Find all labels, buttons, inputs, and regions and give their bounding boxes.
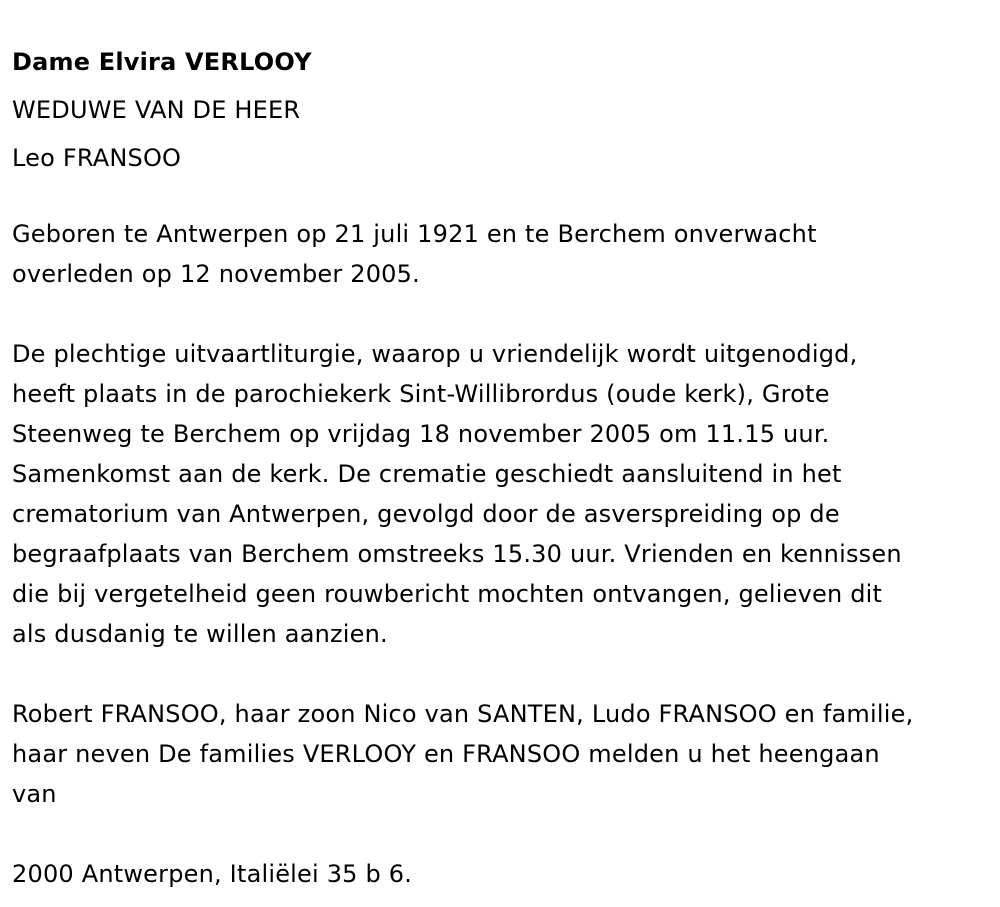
ceremony-paragraph — [12, 334, 988, 654]
address-line: 2000 Antwerpen, Italiëlei 35 b 6. — [12, 860, 413, 888]
paragraph-line: Robert FRANSOO, haar zoon Nico van SANTEN, Ludo FRANSOO en familie, — [12, 700, 914, 728]
paragraph-line: als dusdanig te willen aanzien. — [12, 620, 388, 648]
deceased-name: Dame Elvira VERLOOY — [12, 48, 312, 76]
paragraph-line: heeft plaats in de parochiekerk Sint-Willibrordus (oude kerk), Grote — [12, 380, 830, 408]
birth-death-paragraph — [12, 214, 988, 294]
paragraph-line: Steenweg te Berchem op vrijdag 18 november 2005 om 11.15 uur. — [12, 420, 830, 448]
family-paragraph — [12, 694, 988, 814]
paragraph-line: begraafplaats van Berchem omstreeks 15.30 uur. Vrienden en kennissen — [12, 540, 902, 568]
paragraph-line: haar neven De families VERLOOY en FRANSOO melden u het heengaan — [12, 740, 880, 768]
spouse-name: Leo FRANSOO — [12, 144, 182, 172]
paragraph-line: De plechtige uitvaartliturgie, waarop u vriendelijk wordt uitgenodigd, — [12, 340, 858, 368]
paragraph-line: Samenkomst aan de kerk. De crematie geschiedt aansluitend in het — [12, 460, 842, 488]
paragraph-line: Geboren te Antwerpen op 21 juli 1921 en te Berchem onverwacht — [12, 220, 817, 248]
widow-relation: WEDUWE VAN DE HEER — [12, 96, 301, 124]
paragraph-line: crematorium van Antwerpen, gevolgd door de asverspreiding op de — [12, 500, 840, 528]
paragraph-line: die bij vergetelheid geen rouwbericht mochten ontvangen, gelieven dit — [12, 580, 883, 608]
paragraph-line: overleden op 12 november 2005. — [12, 260, 420, 288]
address-paragraph — [12, 854, 988, 894]
paragraph-line: van — [12, 780, 57, 808]
